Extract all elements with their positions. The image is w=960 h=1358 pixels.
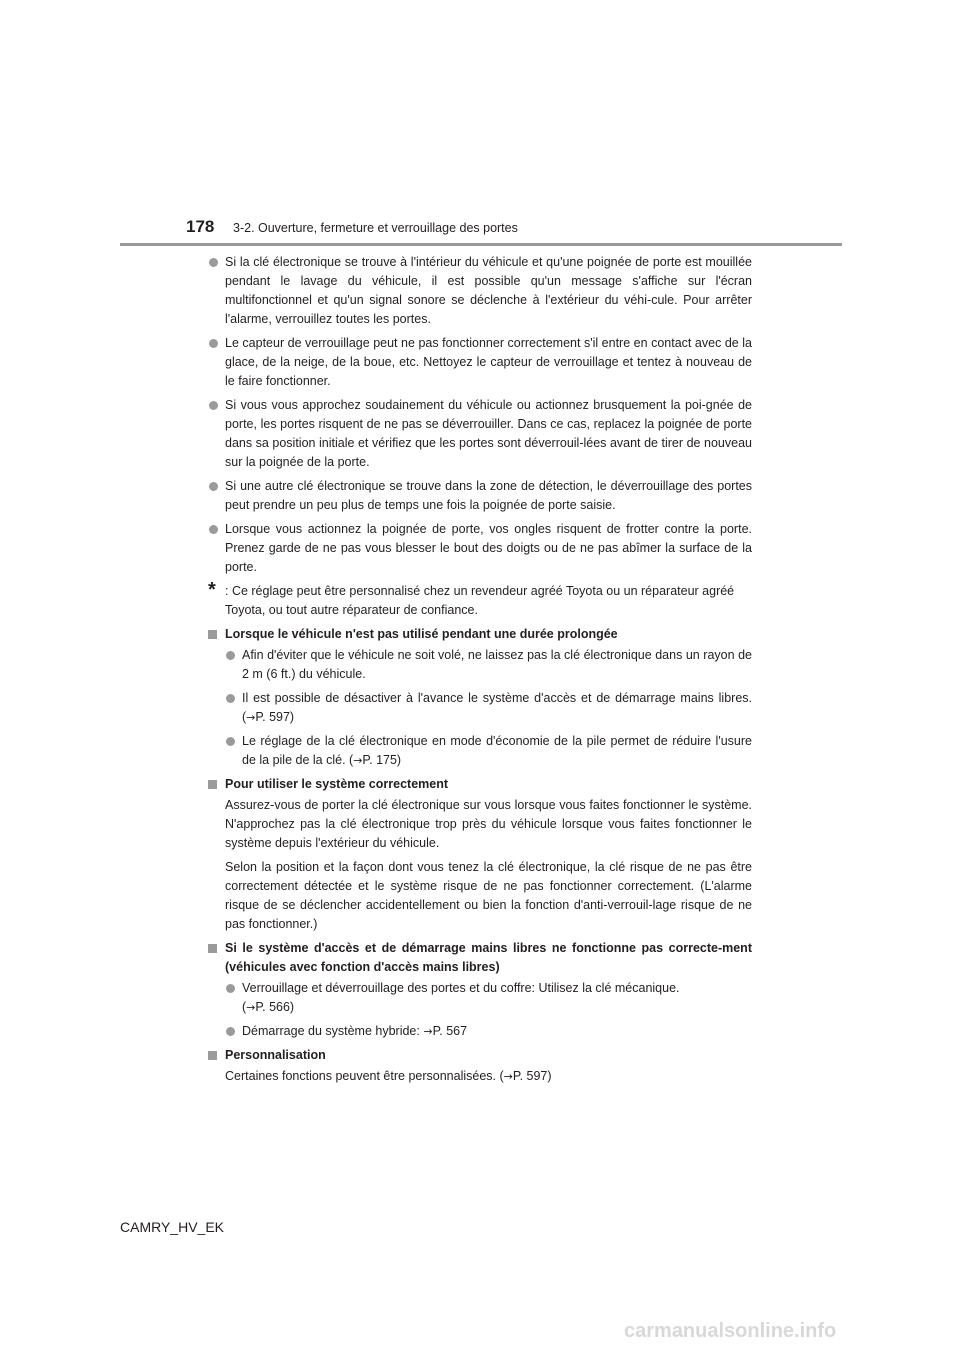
list-item xyxy=(225,1022,752,1041)
page-number: 178 xyxy=(186,217,215,236)
list-item xyxy=(225,646,752,684)
section-heading-text: Lorsque le véhicule n'est pas utilisé pendant une durée prolongée xyxy=(225,627,618,641)
page-reference-link[interactable]: P. 566) xyxy=(255,1000,295,1014)
section-heading xyxy=(208,625,752,644)
paragraph: Assurez-vous de porter la clé électronique sur vous lorsque vous faites fonctionner le système. N'approchez pas la clé électronique trop près du véhicule lorsque vous faites fonctionner le système depuis l'extérieur du véhicule. xyxy=(225,798,752,850)
list-item-text: Le capteur de verrouillage peut ne pas fonctionner correctement s'il entre en contact avec de la glace, de la neige, de la boue, etc. Nettoyez le capteur de verrouillage et tentez à nouveau de le faire fonctionner. xyxy=(225,336,752,388)
page-reference-link[interactable]: P. 567 xyxy=(432,1024,468,1038)
section-heading-text: Pour utiliser le système correctement xyxy=(225,777,449,791)
list-item-text: Le réglage de la clé électronique en mode d'économie de la pile permet de réduire l'usure de la pile de la clé. ( xyxy=(242,734,752,767)
bullet-dot-icon xyxy=(226,1027,235,1036)
square-bullet-icon xyxy=(208,780,217,789)
bullet-dot-icon xyxy=(209,401,218,410)
bullet-dot-icon xyxy=(209,482,218,491)
arrow-right-icon: → xyxy=(246,1001,256,1014)
list-item-text: Lorsque vous actionnez la poignée de porte, vos ongles risquent de frotter contre la porte. Prenez garde de ne pas vous blesser le bout des doigts ou de ne pas abîmer la surface de la porte. xyxy=(225,522,752,574)
list-item xyxy=(208,477,752,515)
page-reference-link[interactable]: P. 175) xyxy=(362,753,402,767)
bullet-dot-icon xyxy=(226,737,235,746)
square-bullet-icon xyxy=(208,1051,217,1060)
section-heading xyxy=(208,1046,752,1065)
square-bullet-icon xyxy=(208,944,217,953)
list-item-text: Si une autre clé électronique se trouve dans la zone de détection, le déverrouillage des portes peut prendre un peu plus de temps une fois la poignée de porte saisie. xyxy=(225,479,752,512)
section-body xyxy=(208,646,752,770)
arrow-right-icon: → xyxy=(246,711,256,724)
bullet-dot-icon xyxy=(209,258,218,267)
paragraph-text: Certaines fonctions peuvent être personnalisées. ( xyxy=(225,1069,504,1083)
section-body xyxy=(208,979,752,1041)
list-item xyxy=(208,334,752,391)
arrow-right-icon: → xyxy=(353,754,363,767)
section-heading xyxy=(208,775,752,794)
list-item-text: Il est possible de désactiver à l'avance le système d'accès et de démarrage mains libres. ( xyxy=(242,691,752,724)
list-item xyxy=(208,396,752,472)
bullet-dot-icon xyxy=(226,651,235,660)
list-item-text: Si vous vous approchez soudainement du véhicule ou actionnez brusquement la poi-gnée de porte, les portes risquent de ne pas se déverrouiller. Dans ce cas, replacez la poignée de porte dans sa position initiale et vérifiez que les portes sont déverrouil-lées avant de tirer de nouveau sur la poignée de la porte. xyxy=(225,398,752,469)
document-code: CAMRY_HV_EK xyxy=(120,1219,225,1235)
section-heading xyxy=(208,939,752,977)
footnote-marker: * xyxy=(208,579,216,601)
watermark: carmanualsonline.info xyxy=(624,1320,837,1342)
arrow-right-icon: → xyxy=(503,1070,513,1083)
arrow-right-icon: → xyxy=(423,1025,433,1038)
list-item xyxy=(208,253,752,329)
list-item xyxy=(225,689,752,727)
header-divider xyxy=(120,243,842,246)
bullet-dot-icon xyxy=(226,984,235,993)
list-item-text: Démarrage du système hybride: xyxy=(242,1024,424,1038)
list-item-text: Afin d'éviter que le véhicule ne soit volé, ne laissez pas la clé électronique dans un rayon de 2 m (6 ft.) du véhicule. xyxy=(242,648,752,681)
list-item xyxy=(225,732,752,770)
footnote-text: : Ce réglage peut être personnalisé chez un revendeur agréé Toyota ou un réparateur agréé Toyota, ou tout autre réparateur de confiance. xyxy=(225,584,735,617)
list-item-text: Si la clé électronique se trouve à l'intérieur du véhicule et qu'une poignée de porte est mouillée pendant le lavage du véhicule, il est possible qu'un message s'affiche sur l'écran multifonctionnel et qu'un signal sonore se déclenche à l'extérieur du véhi-cule. Pour arrêter l'alarme, verrouillez toutes les portes. xyxy=(225,255,752,326)
page-reference-link[interactable]: P. 597) xyxy=(255,710,295,724)
paragraph xyxy=(208,1067,752,1086)
section-heading-text: Si le système d'accès et de démarrage mains libres ne fonctionne pas correcte-ment (véhicules avec fonction d'accès mains libres) xyxy=(225,941,752,974)
section-heading-text: Personnalisation xyxy=(225,1048,326,1062)
paragraph: Selon la position et la façon dont vous tenez la clé électronique, la clé risque de ne pas être correctement détectée et le système risque de ne pas fonctionner correctement. (L'alarme risque de se déclencher accidentellement ou bien la fonction d'anti-verrouil-lage risque de ne pas fonctionner.) xyxy=(225,860,752,931)
bullet-dot-icon xyxy=(209,525,218,534)
bullet-dot-icon xyxy=(209,339,218,348)
list-item-text: Verrouillage et déverrouillage des portes et du coffre: Utilisez la clé mécanique. xyxy=(242,981,680,995)
reference-open-paren: ( xyxy=(242,1000,247,1014)
list-item xyxy=(208,520,752,577)
page-reference-link[interactable]: P. 597) xyxy=(512,1069,552,1083)
list-item xyxy=(225,979,752,1017)
section-title: 3-2. Ouverture, fermeture et verrouillage des portes xyxy=(233,221,518,235)
page-content xyxy=(208,253,752,1091)
square-bullet-icon xyxy=(208,630,217,639)
footnote xyxy=(208,579,752,620)
bullet-dot-icon xyxy=(226,694,235,703)
